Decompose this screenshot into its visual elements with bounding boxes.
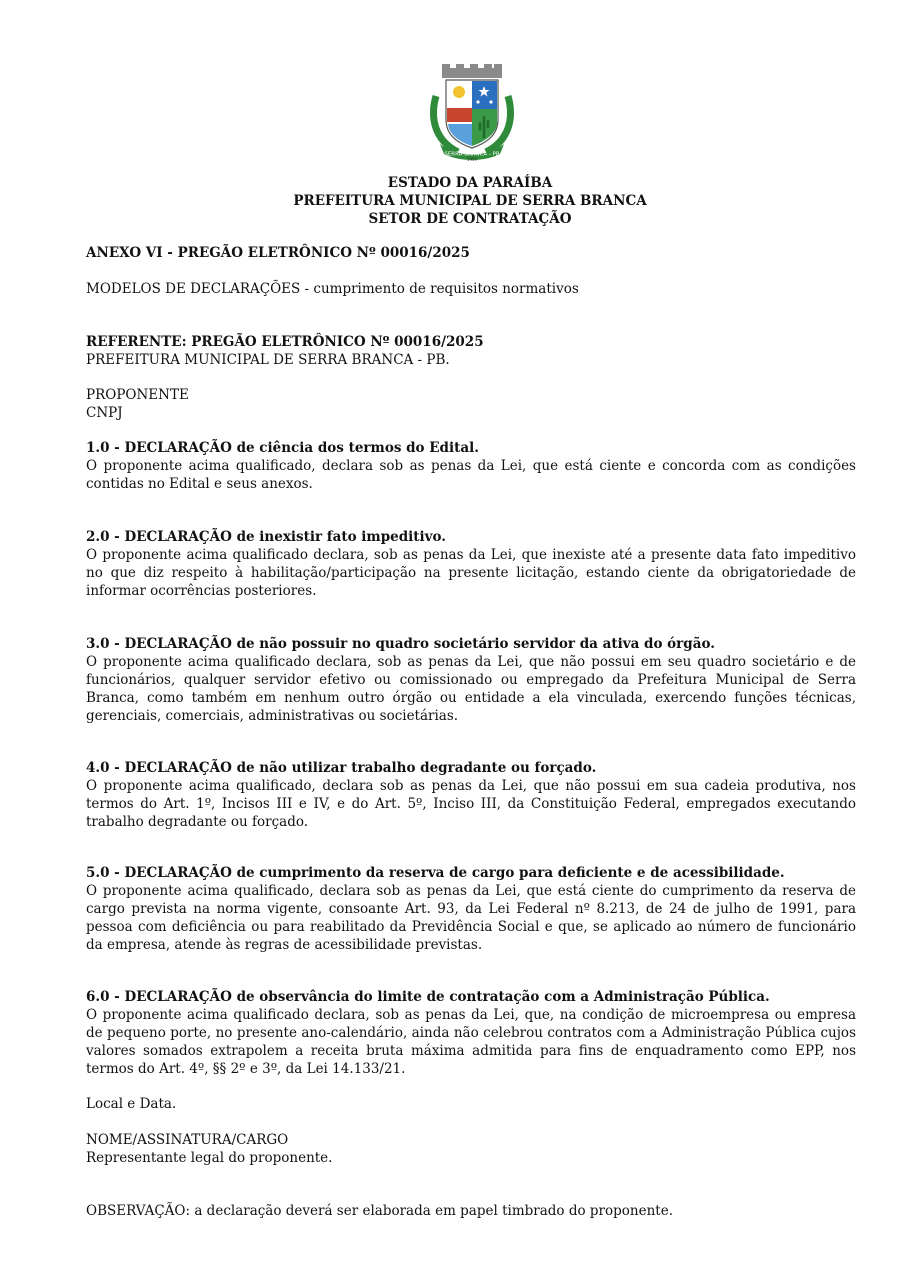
place-date: Local e Data. <box>86 1096 177 1112</box>
section-body: O proponente acima qualificado declara, sob as penas da Lei, que inexiste até a presente data fato impeditivo no que diz respeito à habilitação/participação na presente licitação, estando ciente da obrigatoriedade de informar ocorrências posteriores. <box>86 547 856 599</box>
crest-ribbon-text: SERRA BRANCA - PB <box>444 151 500 158</box>
declaration-section-6 <box>86 988 856 1078</box>
section-title: 4.0 - DECLARAÇÃO de não utilizar trabalho degradante ou forçado. <box>86 760 597 776</box>
declaration-section-3 <box>86 635 856 725</box>
reference-title: REFERENTE: PREGÃO ELETRÔNICO Nº 00016/2025 <box>86 334 484 350</box>
declaration-section-1 <box>86 439 856 493</box>
document-subtitle: MODELOS DE DECLARAÇÕES - cumprimento de requisitos normativos <box>86 281 579 297</box>
section-title: 6.0 - DECLARAÇÃO de observância do limite de contratação com a Administração Pública. <box>86 989 770 1005</box>
representative-line: Representante legal do proponente. <box>86 1150 333 1166</box>
declaration-section-4 <box>86 759 856 831</box>
section-body: O proponente acima qualificado, declara sob as penas da Lei, que está ciente do cumprimento da reserva de cargo prevista na norma vigente, consoante Art. 93, da Lei Federal nº 8.213, de 24 de julho de 1991, para pessoa com deficiência ou para reabilitado da Previdência Social e que, se aplicado ao número de funcionário da empresa, atende às regras de acessibilidade previstas. <box>86 883 856 953</box>
header-state: ESTADO DA PARAÍBA <box>387 175 553 191</box>
section-body: O proponente acima qualificado declara, sob as penas da Lei, que não possui em seu quadro societário e de funcionários, qualquer servidor efetivo ou comissionado ou empregado da Prefeitura Municipal de Serra Branca, como também em nenhum outro órgão ou entidade a ela vinculada, exercendo funções técnicas, gerenciais, comerciais, administrativas ou societárias. <box>86 654 856 724</box>
header-sector: SETOR DE CONTRATAÇÃO <box>368 211 572 227</box>
declaration-section-2 <box>86 528 856 600</box>
annex-title: ANEXO VI - PREGÃO ELETRÔNICO Nº 00016/2025 <box>86 245 470 261</box>
observation-note: OBSERVAÇÃO: a declaração deverá ser elaborada em papel timbrado do proponente. <box>86 1203 673 1219</box>
reference-entity: PREFEITURA MUNICIPAL DE SERRA BRANCA - PB. <box>86 352 450 368</box>
reference-block <box>86 333 856 369</box>
section-title: 1.0 - DECLARAÇÃO de ciência dos termos do Edital. <box>86 440 479 456</box>
document-header <box>0 174 900 228</box>
declaration-section-5 <box>86 864 856 954</box>
section-title: 2.0 - DECLARAÇÃO de inexistir fato impeditivo. <box>86 529 446 545</box>
proponent-label: PROPONENTE <box>86 387 189 403</box>
section-body: O proponente acima qualificado declara, sob as penas da Lei, que, na condição de microempresa ou empresa de pequeno porte, no presente ano-calendário, ainda não celebrou contratos com a Administração Pública cujos valores somados extrapolem a receita bruta máxima admitida para fins de enquadramento como EPP, nos termos do Art. 4º, §§ 2º e 3º, da Lei 14.133/21. <box>86 1007 856 1077</box>
proponent-cnpj: CNPJ <box>86 405 123 421</box>
crest-year-text: 1959 <box>466 157 478 162</box>
section-title: 5.0 - DECLARAÇÃO de cumprimento da reserva de cargo para deficiente e de acessibilidade. <box>86 865 785 881</box>
header-prefecture: PREFEITURA MUNICIPAL DE SERRA BRANCA <box>293 193 647 209</box>
section-body: O proponente acima qualificado, declara sob as penas da Lei, que está ciente e concorda com as condições contidas no Edital e seus anexos. <box>86 458 856 492</box>
signature-block <box>86 1131 856 1167</box>
signature-line: NOME/ASSINATURA/CARGO <box>86 1132 289 1148</box>
section-body: O proponente acima qualificado, declara sob as penas da Lei, que não possui em sua cadeia produtiva, nos termos do Art. 1º, Incisos III e IV, e do Art. 5º, Inciso III, da Constituição Federal, empregados executando trabalho degradante ou forçado. <box>86 778 856 830</box>
municipal-coat-of-arms-icon <box>428 62 516 162</box>
section-title: 3.0 - DECLARAÇÃO de não possuir no quadro societário servidor da ativa do órgão. <box>86 636 715 652</box>
proponent-block <box>86 386 856 422</box>
